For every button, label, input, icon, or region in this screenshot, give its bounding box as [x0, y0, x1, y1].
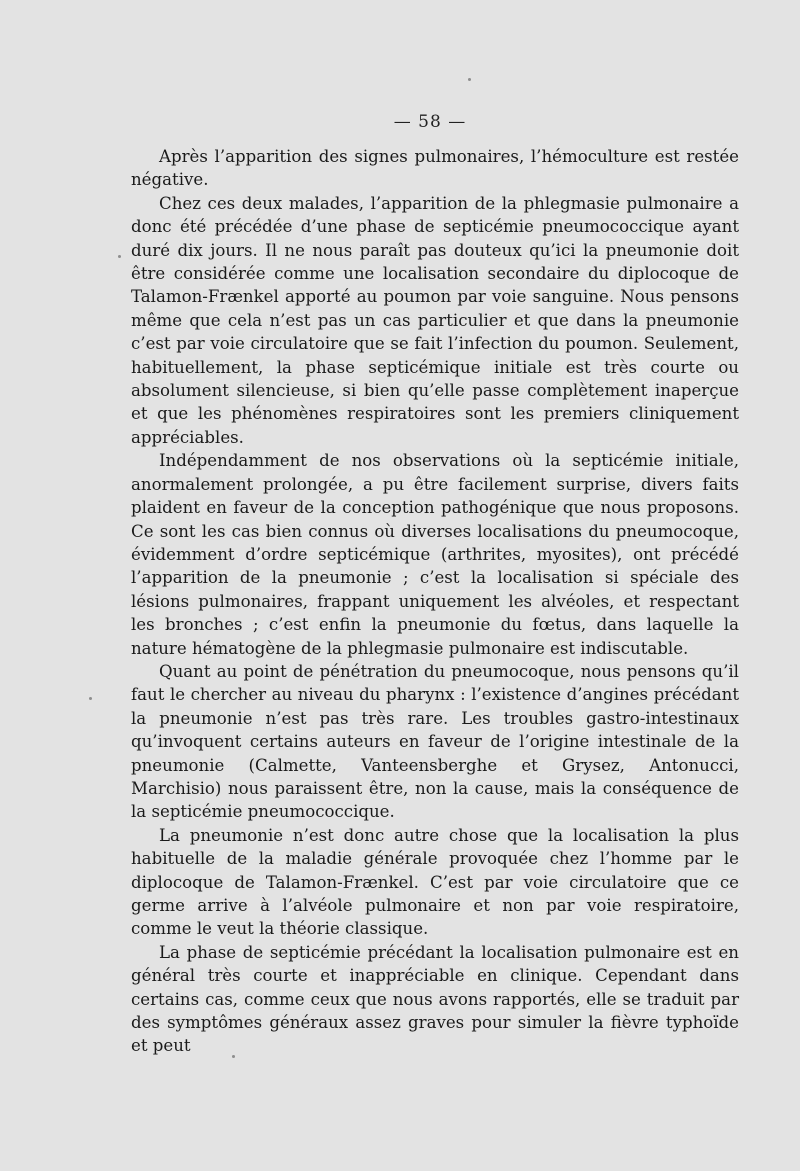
paper-speck	[118, 255, 121, 258]
paragraph: Après l’apparition des signes pulmonaires, l’hémoculture est restée négative.	[131, 147, 739, 190]
body-text	[131, 145, 739, 1058]
paragraph: La phase de septicémie précédant la localisation pulmonaire est en général très courte et inappréciable en clinique. Cependant dans certains cas, comme ceux que nous avons rapportés, elle se traduit par des symptômes généraux assez graves pour simuler la fièvre typhoïde et peut	[131, 942, 739, 1056]
page-number: — 58 —	[393, 112, 467, 132]
paragraph: Indépendamment de nos observations où la septicémie initiale, anormalement prolongée, a pu être facilement surprise, divers faits plaident en faveur de la conception pathogénique que nous proposons. Ce sont les cas bien connus où diverses localisations du pneumocoque, évidemment d’ordre septicémique (arthrites, myosites), ont précédé l’apparition de la pneumonie ; c’est la localisation si spéciale des lésions pulmonaires, frappant uniquement les alvéoles, et respectant les bronches ; c’est enfin la pneumonie du fœtus, dans laquelle la nature hématogène de la phlegmasie pulmonaire est indiscutable.	[131, 451, 739, 658]
paper-speck	[89, 697, 92, 700]
paragraph: La pneumonie n’est donc autre chose que la localisation la plus habituelle de la maladie générale provoquée chez l’homme par le diplocoque de Talamon-Frænkel. C’est par voie circulatoire que ce germe arrive à l’alvéole pulmonaire et non par voie respiratoire, comme le veut la théorie classique.	[131, 825, 739, 939]
paragraph: Chez ces deux malades, l’apparition de la phlegmasie pulmonaire a donc été précédée d’une phase de septicémie pneumococcique ayant duré dix jours. Il ne nous paraît pas douteux qu’ici la pneumonie doit être considérée comme une localisation secondaire du diplocoque de Talamon-Frænkel apporté au poumon par voie sanguine. Nous pensons même que cela n’est pas un cas particulier et que dans la pneumonie c’est par voie circulatoire que se fait l’infection du poumon. Seulement, habituellement, la phase septicémique initiale est très courte ou absolument silencieuse, si bien qu’elle passe complètement inaperçue et que les phénomènes respiratoires sont les premiers cliniquement appréciables.	[131, 193, 739, 447]
paragraph: Quant au point de pénétration du pneumocoque, nous pensons qu’il faut le chercher au niveau du pharynx : l’existence d’angines précédant la pneumonie n’est pas très rare. Les troubles gastro-intestinaux qu’invoquent certains auteurs en faveur de l’origine intestinale de la pneumonie (Calmette, Vanteensberghe et Grysez, Antonucci, Marchisio) nous paraissent être, non la cause, mais la conséquence de la septicémie pneumococcique.	[131, 661, 739, 822]
paper-speck	[232, 1055, 235, 1058]
paper-speck	[468, 78, 471, 81]
